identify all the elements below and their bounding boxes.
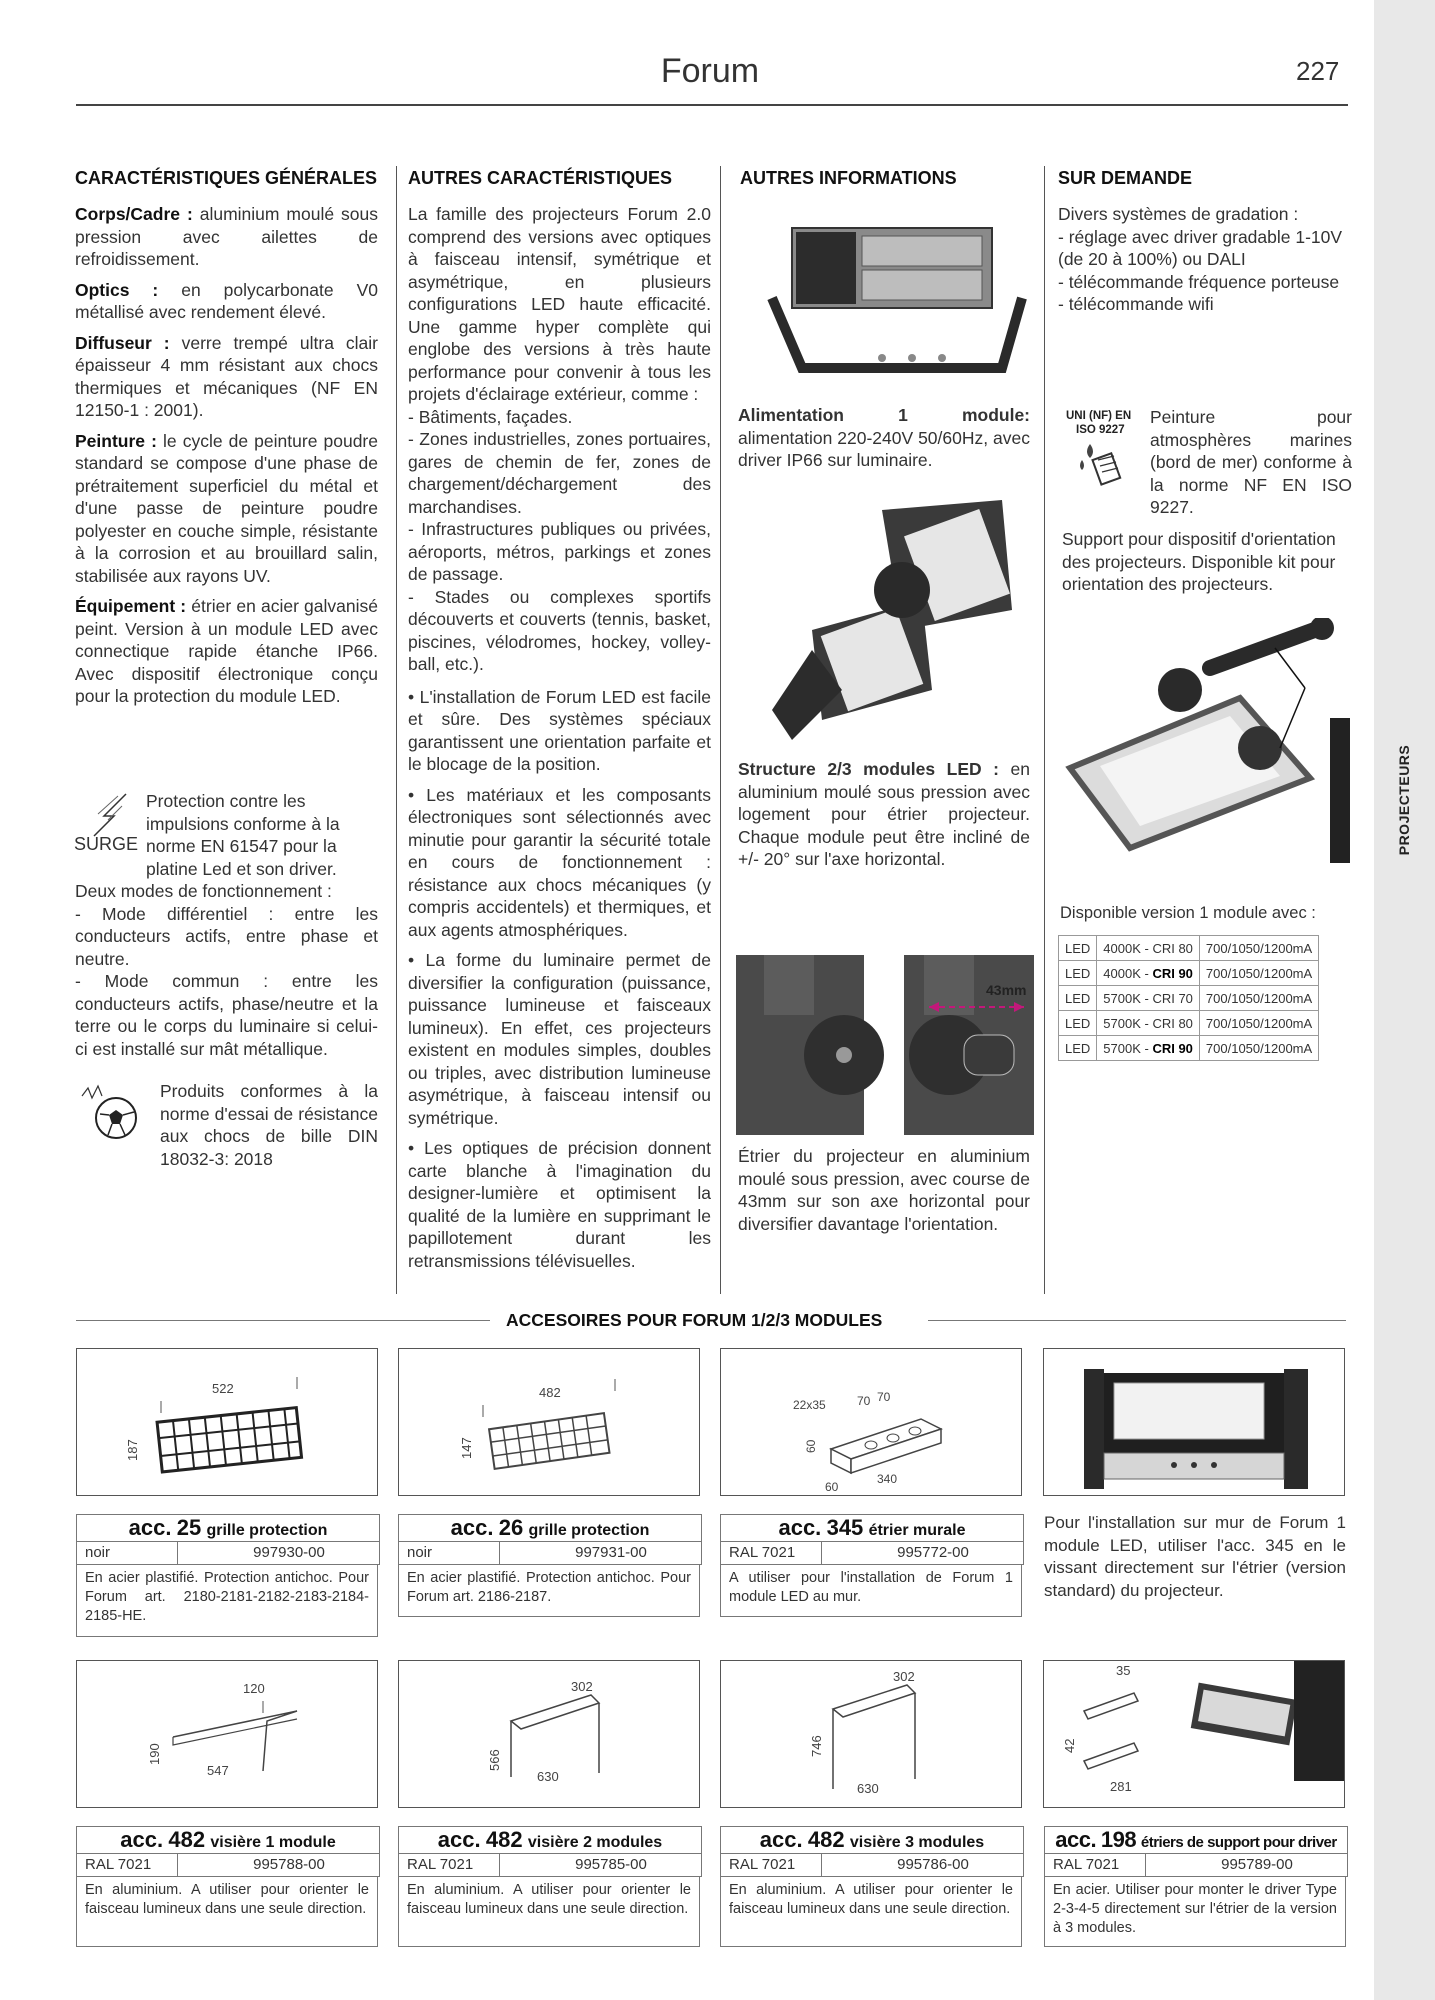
acc-25-code-row: noir 997930-00 xyxy=(76,1542,380,1565)
spec-table-row xyxy=(1059,936,1319,961)
product-photo-structure xyxy=(752,490,1032,750)
caption-etrier: Étrier du projecteur en aluminium moulé sous pression, avec course de 43mm sur son axe horizontal pour diversifier davantage l'orientation. xyxy=(738,1146,1030,1234)
sur-demande-text: Divers systèmes de gradation : - réglage avec driver gradable 1-10V (de 20 à 100%) ou DALI - télécommande fréquence porteuse - télécommande wifi xyxy=(1058,204,1343,314)
spec-cell-current: 700/1050/1200mA xyxy=(1199,961,1318,986)
acc-26-description: En acier plastifié. Protection antichoc. Pour Forum art. 2186-2187. xyxy=(398,1565,700,1617)
spec-table-row xyxy=(1059,1036,1319,1061)
ball-text: Produits conformes à la norme d'essai de résistance aux chocs de bille DIN 18032-3: 2018 xyxy=(160,1081,378,1169)
acc-482-2-description: En aluminium. A utiliser pour orienter le faisceau lumineux dans une seule direction. xyxy=(398,1877,700,1947)
install-note: Pour l'installation sur mur de Forum 1 module LED, utiliser l'acc. 345 en le vissant directement sur l'étrier (version standard) du projecteur. xyxy=(1044,1513,1346,1600)
acc-482-2-title: acc. 482 visière 2 modules xyxy=(398,1826,702,1854)
acc-482-3-description: En aluminium. A utiliser pour orienter le faisceau lumineux dans une seule direction. xyxy=(720,1877,1022,1947)
spray-icon xyxy=(1062,408,1144,490)
dim-label: 566 xyxy=(487,1749,502,1771)
sidebar-tab xyxy=(1374,0,1435,2000)
col1-text: Corps/Cadre : aluminium moulé sous pression avec ailettes de refroidissement. Optics : en polycarbonate V0 métallisé avec rendement élevé. Diffuseur : verre trempé ultra clair épaisseur 4 mm résistant aux chocs thermiques et mécaniques (NF EN 12150-1 : 2001). Peinture : le cycle de peinture poudre standard se compose d'une phase de prétraitement superficiel du métal et d'une passe de peinture poudre polyester en couche simple, résistante à la corrosion et au brouillard salin, stabilisée aux rayons UV. Équipement : étrier en acier galvanisé peint. Version à un module LED avec connectique rapide étanche IP66. Avec dispositif électronique conçu pour la protection du module LED. xyxy=(75,204,379,706)
iso-text: Peinture pour atmosphères marines (bord de mer) conforme à la norme NF EN ISO 9227. xyxy=(1150,407,1352,517)
acc-482-3-code-row: RAL 7021 995786-00 xyxy=(720,1854,1024,1877)
col2-text: La famille des projecteurs Forum 2.0 comprend des versions avec optiques à faisceau intensif, symétrique et asymétrique, en plusieurs configurations LED haute efficacité. Une gamme hyper complète qui englobe des versions à très haute performance pour convenir à tous les projets d'éclairage extérieur, comme : - Bâtiments, façades. - Zones industrielles, zones portuaires, gares de chemin de fer, zones de chargement/déchargement des marchandises. - Infrastructures publiques ou privées, aéroports, métros, parkings et zones de passage. - Stades ou complexes sportifs découverts et couverts (tennis, basket, piscines, vélodromes, hockey, volley-ball, etc.). • L'installation de Forum LED est facile et sûre. Des systèmes spéciaux garantissent une orientation parfaite et le blocage de la position. • Les matériaux et les composants électroniques sont sélectionnés avec minutie pour garantir la sécurité totale en cours de fonctionnement : résistance aux chocs mécaniques (y compris accidentels) et thermiques, et aux agents atmosphériques. • La forme du luminaire permet de diversifier la configuration (puissance, puissance lumineuse et faisceaux lumineux). En effet, ces projecteurs existent en modules simples, doubles ou triples, avec distribution lumineuse asymétrique, à faisceau intensif ou symétrique. • Les optiques de précision donnent carte blanche à l'imagination du designer-lumière et optimisent la qualité de la lumière en supprimant le papillotement durant les retransmissions télévisuelles. xyxy=(408,204,711,1271)
dim-label: 187 xyxy=(125,1439,140,1461)
dim-label: 630 xyxy=(857,1781,879,1796)
acc-25-title: acc. 25 grille protection xyxy=(76,1514,380,1542)
acc-26-title: acc. 26 grille protection xyxy=(398,1514,702,1542)
accessories-rule-right xyxy=(928,1320,1346,1321)
spec-cell-color: 4000K - CRI 90 xyxy=(1097,961,1200,986)
dim-label: 70 xyxy=(877,1390,891,1404)
ball-icon xyxy=(78,1080,140,1142)
dim-label: 60 xyxy=(804,1439,818,1453)
acc-198-title: acc. 198 étriers de support pour driver xyxy=(1044,1826,1348,1854)
accessories-heading: ACCESOIRES POUR FORUM 1/2/3 MODULES xyxy=(506,1310,883,1330)
surge-text: Protection contre les impulsions conforme à la norme EN 61547 pour la platine Led et son driver. xyxy=(146,791,340,879)
drawing-acc-25 xyxy=(76,1348,378,1496)
dim-label: 147 xyxy=(459,1437,474,1459)
spec-cell-color: 5700K - CRI 70 xyxy=(1097,986,1200,1011)
column-divider xyxy=(1044,166,1045,1294)
drawing-acc-198 xyxy=(1043,1660,1345,1808)
spec-cell-type: LED xyxy=(1059,961,1097,986)
acc-25-description: En acier plastifié. Protection antichoc. Pour Forum art. 2180-2181-2182-2183-2184-2185-HE. xyxy=(76,1565,378,1637)
photo-wall-mount xyxy=(1043,1348,1345,1496)
dim-label: 547 xyxy=(207,1763,229,1778)
acc-345-code-row: RAL 7021 995772-00 xyxy=(720,1542,1024,1565)
col2-heading: AUTRES CARACTÉRISTIQUES xyxy=(408,168,673,188)
acc-482-1-code-row: RAL 7021 995788-00 xyxy=(76,1854,380,1877)
dim-label: 482 xyxy=(539,1385,561,1400)
spec-table-row xyxy=(1059,986,1319,1011)
dim-label: 35 xyxy=(1116,1663,1131,1678)
product-photo-1-module xyxy=(752,208,1032,388)
dim-label: 522 xyxy=(212,1381,234,1396)
surge-icon xyxy=(74,790,140,860)
spec-cell-type: LED xyxy=(1059,1036,1097,1061)
acc-482-2-code-row: RAL 7021 995785-00 xyxy=(398,1854,702,1877)
acc-345-title: acc. 345 étrier murale xyxy=(720,1514,1024,1542)
dim-label: 70 xyxy=(857,1394,871,1408)
acc-482-1-title: acc. 482 visière 1 module xyxy=(76,1826,380,1854)
accessories-rule-left xyxy=(76,1320,490,1321)
dim-43mm: 43mm xyxy=(986,982,1027,998)
product-photo-support xyxy=(1060,618,1350,863)
column-divider xyxy=(396,166,397,1294)
col1-heading: CARACTÉRISTIQUES GÉNÉRALES xyxy=(75,168,378,188)
caption-alimentation: Alimentation 1 module: alimentation 220-240V 50/60Hz, avec driver IP66 sur luminaire. xyxy=(738,405,1030,470)
sidebar-label: PROJECTEURS xyxy=(1396,744,1412,856)
spec-cell-current: 700/1050/1200mA xyxy=(1199,936,1318,961)
col4-heading: SUR DEMANDE xyxy=(1058,168,1193,188)
drawing-acc-345 xyxy=(720,1348,1022,1496)
spec-table-row xyxy=(1059,1011,1319,1036)
dim-label: 746 xyxy=(809,1735,824,1757)
drawing-acc-26 xyxy=(398,1348,700,1496)
support-text: Support pour dispositif d'orientation des projecteurs. Disponible kit pour orientation des projecteurs. xyxy=(1062,529,1336,594)
led-spec-table xyxy=(1058,935,1319,1061)
dim-label: 340 xyxy=(877,1472,898,1486)
surge-label: SURGE xyxy=(74,834,139,854)
page-title: Forum xyxy=(660,52,760,90)
spec-cell-current: 700/1050/1200mA xyxy=(1199,1011,1318,1036)
dim-label: 630 xyxy=(537,1769,559,1784)
drawing-acc-482-1 xyxy=(76,1660,378,1808)
dim-label: 60 xyxy=(825,1480,839,1494)
acc-482-1-description: En aluminium. A utiliser pour orienter le faisceau lumineux dans une seule direction. xyxy=(76,1877,378,1947)
drawing-acc-482-2 xyxy=(398,1660,700,1808)
dim-label: 190 xyxy=(147,1743,162,1765)
spec-cell-current: 700/1050/1200mA xyxy=(1199,1036,1318,1061)
spec-table-row xyxy=(1059,961,1319,986)
caption-structure: Structure 2/3 modules LED : en aluminium moulé sous pression avec logement pour étrier projecteur. Chaque module peut être incliné de +/- 20° sur l'axe horizontal. xyxy=(738,759,1031,869)
spec-cell-color: 5700K - CRI 80 xyxy=(1097,1011,1200,1036)
dim-label: 22x35 xyxy=(793,1398,826,1412)
dim-label: 42 xyxy=(1062,1738,1077,1753)
product-photo-etrier xyxy=(724,955,1034,1135)
spec-cell-color: 5700K - CRI 90 xyxy=(1097,1036,1200,1061)
acc-198-description: En acier. Utiliser pour monter le driver Type 2-3-4-5 directement sur l'étrier de la version à 3 modules. xyxy=(1044,1877,1346,1947)
acc-345-description: A utiliser pour l'installation de Forum 1 module LED au mur. xyxy=(720,1565,1022,1617)
spec-cell-type: LED xyxy=(1059,1011,1097,1036)
acc-26-code-row: noir 997931-00 xyxy=(398,1542,702,1565)
table-caption: Disponible version 1 module avec : xyxy=(1060,904,1316,922)
spec-cell-type: LED xyxy=(1059,936,1097,961)
acc-198-code-row: RAL 7021 995789-00 xyxy=(1044,1854,1348,1877)
col3-heading: AUTRES INFORMATIONS xyxy=(740,168,957,188)
spec-cell-type: LED xyxy=(1059,986,1097,1011)
iso-badge: UNI (NF) EN ISO 9227 xyxy=(1062,408,1144,490)
dim-label: 302 xyxy=(571,1679,593,1694)
header-rule xyxy=(76,104,1348,106)
drawing-acc-482-3 xyxy=(720,1660,1022,1808)
dim-label: 120 xyxy=(243,1681,265,1696)
spec-cell-current: 700/1050/1200mA xyxy=(1199,986,1318,1011)
spec-cell-color: 4000K - CRI 80 xyxy=(1097,936,1200,961)
column-divider xyxy=(720,166,721,1294)
acc-482-3-title: acc. 482 visière 3 modules xyxy=(720,1826,1024,1854)
dim-label: 281 xyxy=(1110,1779,1132,1794)
dim-label: 302 xyxy=(893,1669,915,1684)
page-number: 227 xyxy=(1296,56,1340,86)
modes-text: Deux modes de fonctionnement : - Mode différentiel : entre les conducteurs actifs, entre phase et neutre. - Mode commun : entre les conducteurs actifs, phase/neutre et la terre ou le corps du luminaire si celui-ci est installé sur mât métallique. xyxy=(75,881,378,1059)
